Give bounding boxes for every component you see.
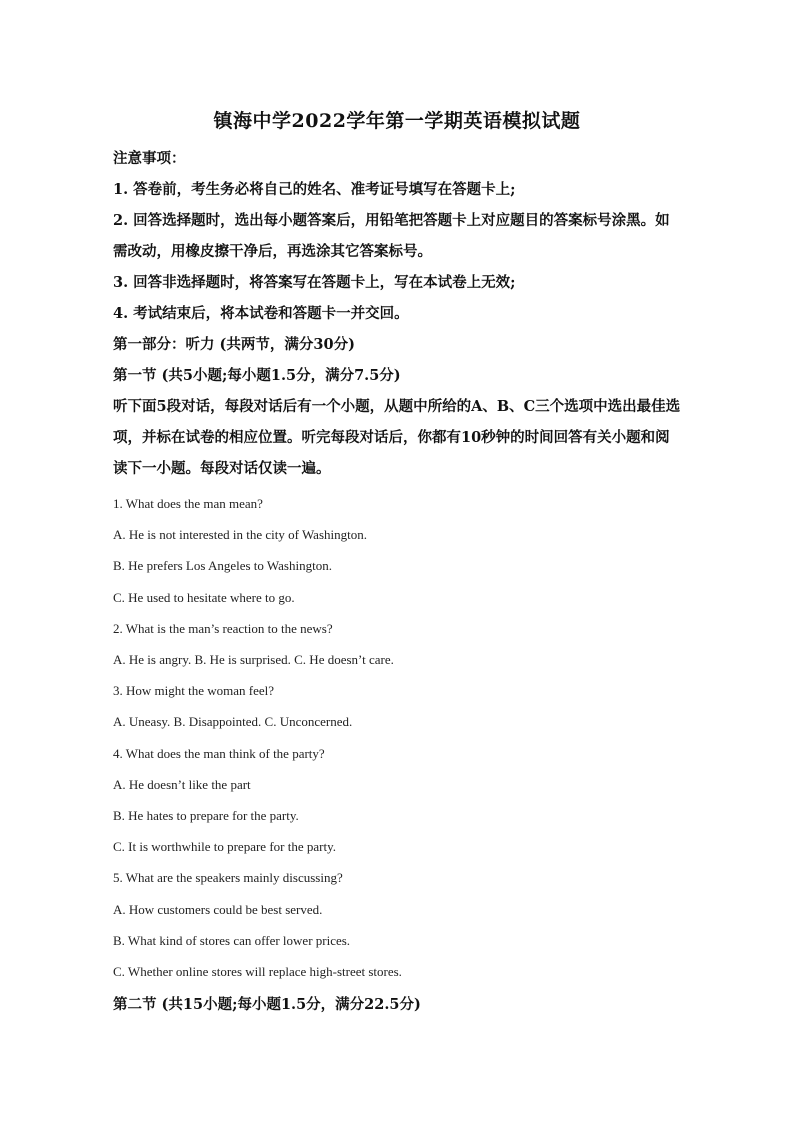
question-5-option-a: A. How customers could be best served. — [113, 901, 323, 917]
exam-content — [113, 143, 683, 1020]
exam-title: 镇海中学2022学年第一学期英语模拟试题 — [213, 110, 581, 132]
part1-heading: 第一部分：听力 (共两节，满分30分) — [113, 336, 355, 353]
question-3: 3. How might the woman feel? — [113, 683, 275, 699]
question-4-option-a: A. He doesn’t like the part — [113, 776, 251, 792]
section1-instructions: 听下面5段对话，每段对话后有一个小题，从题中所给的A、B、C三个选项中选出最佳选项，并标在试卷的相应位置。听完每段对话后，你都有10秒钟的时间回答有关小题和阅读下一小题。每段对话仅读一遍。 — [113, 398, 681, 477]
question-2: 2. What is the man’s reaction to the news? — [113, 620, 333, 636]
question-5-option-b: B. What kind of stores can offer lower prices. — [113, 932, 351, 948]
question-5: 5. What are the speakers mainly discussing? — [113, 870, 343, 886]
question-1-option-b: B. He prefers Los Angeles to Washington. — [113, 558, 332, 574]
question-1-option-a: A. He is not interested in the city of Washington. — [113, 527, 367, 543]
question-3-options: A. Uneasy. B. Disappointed. C. Unconcerned. — [113, 714, 353, 730]
question-1-option-c: C. He used to hesitate where to go. — [113, 589, 295, 605]
notice-heading: 注意事项： — [113, 150, 186, 167]
section2-heading: 第二节 (共15小题;每小题1.5分，满分22.5分) — [113, 996, 421, 1014]
question-4-option-b: B. He hates to prepare for the party. — [113, 808, 299, 824]
notice-item-3: 3. 回答非选择题时，将答案写在答题卡上，写在本试卷上无效; — [113, 274, 516, 291]
question-5-option-c: C. Whether online stores will replace high-street stores. — [113, 964, 402, 980]
notice-item-4: 4. 考试结束后，将本试卷和答题卡一并交回。 — [113, 305, 409, 322]
question-2-options: A. He is angry. B. He is surprised. C. He doesn’t care. — [113, 652, 394, 668]
question-1: 1. What does the man mean? — [113, 496, 263, 511]
section1-heading: 第一节 (共5小题;每小题1.5分，满分7.5分) — [113, 367, 401, 384]
question-4-option-c: C. It is worthwhile to prepare for the party. — [113, 839, 336, 855]
question-4: 4. What does the man think of the party? — [113, 745, 325, 761]
notice-item-2: 2. 回答选择题时，选出每小题答案后，用铅笔把答题卡上对应题目的答案标号涂黑。如需改动，用橡皮擦干净后，再选涂其它答案标号。 — [113, 212, 670, 260]
notice-item-1: 1. 答卷前，考生务必将自己的姓名、准考证号填写在答题卡上; — [113, 181, 516, 198]
questions-list — [113, 488, 683, 987]
